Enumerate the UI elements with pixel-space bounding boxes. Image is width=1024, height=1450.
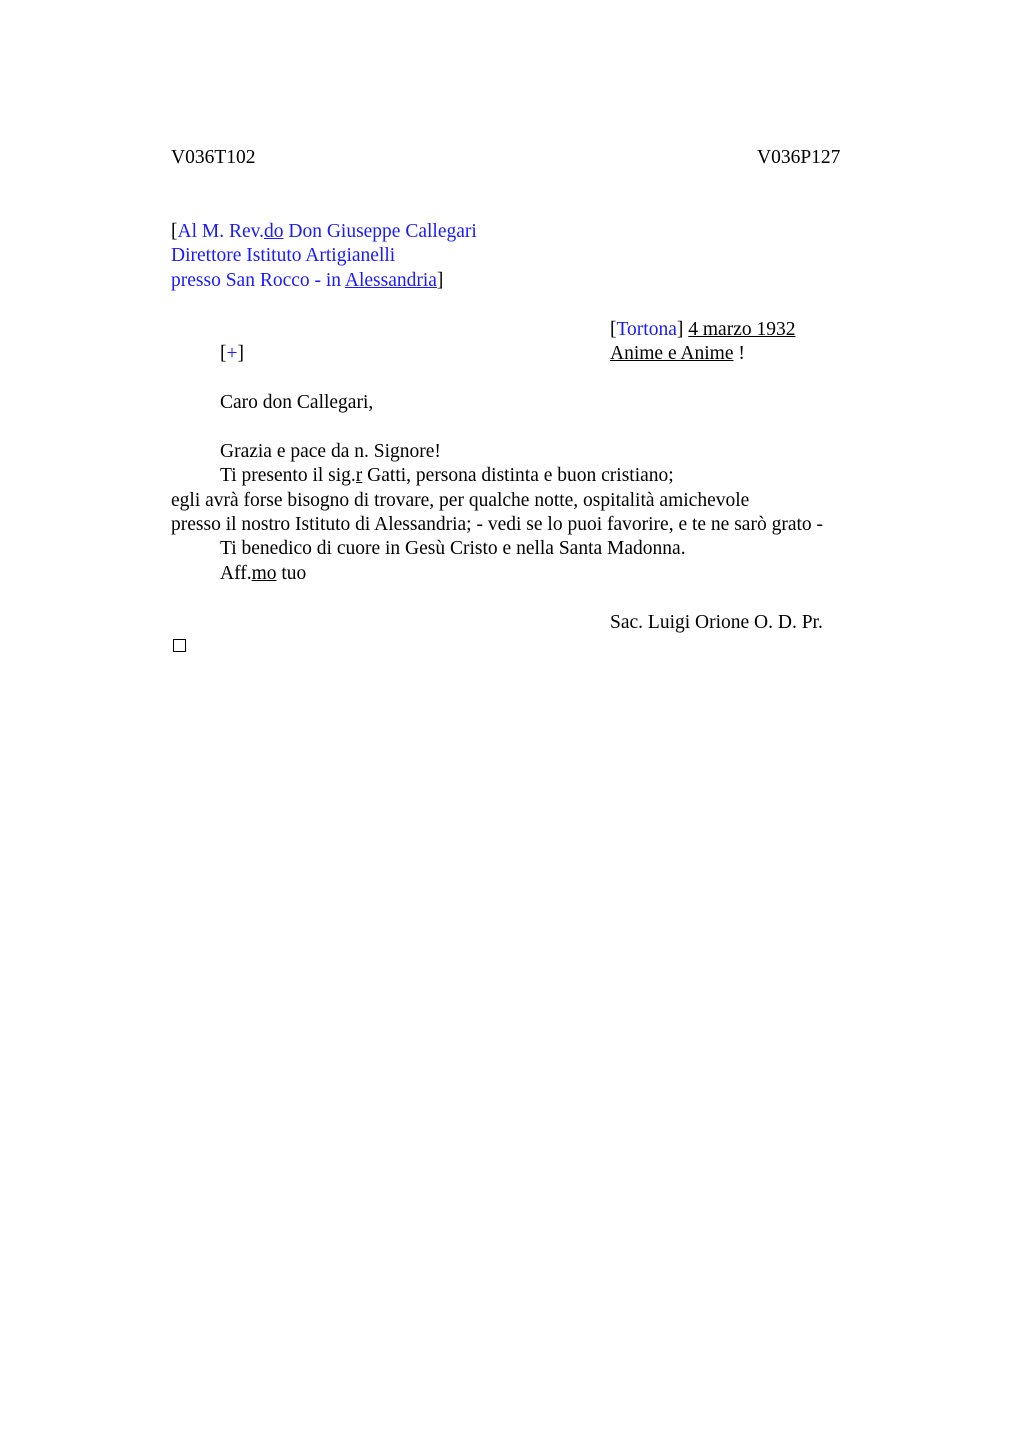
dateline-bracket-close: ] — [676, 319, 684, 340]
motto-line — [610, 342, 745, 366]
body-line-2: egli avrà forse bisogno di trovare, per qualche notte, ospitalità amichevole — [171, 490, 750, 511]
checkbox-square-icon — [173, 639, 186, 652]
closing-abbrev: mo — [251, 563, 277, 584]
address-line-1 — [171, 220, 477, 244]
cross-bracket-close: ] — [237, 343, 244, 364]
address-street: presso San Rocco - in — [171, 270, 345, 291]
address-line-3 — [171, 269, 443, 293]
cross-icon: + — [226, 343, 238, 364]
closing-end: tuo — [276, 563, 307, 584]
body-line-1-abbrev: r — [355, 465, 363, 486]
address-name: Don Giuseppe Callegari — [283, 221, 477, 242]
signature: Sac. Luigi Orione O. D. Pr. — [610, 612, 823, 633]
bracket-close: ] — [436, 270, 444, 291]
salutation: Caro don Callegari, — [220, 392, 374, 413]
address-city: Alessandria — [344, 270, 437, 291]
address-title: Al M. Rev. — [177, 221, 264, 242]
document-code-right: V036P127 — [757, 147, 841, 168]
document-code-left: V036T102 — [171, 147, 256, 168]
address-abbrev: do — [263, 221, 284, 242]
bracket-open: [ — [171, 221, 178, 242]
closing-start: Aff. — [220, 563, 252, 584]
address-line-2: Direttore Istituto Artigianelli — [171, 245, 396, 266]
dateline — [610, 318, 795, 342]
body-line-3: presso il nostro Istituto di Alessandria; - vedi se lo puoi favorire, e te ne sarò grato - — [171, 514, 824, 535]
body-line-1-start: Ti presento il sig. — [220, 465, 356, 486]
dateline-place: Tortona — [616, 319, 677, 340]
body-line-4: Ti benedico di cuore in Gesù Cristo e nella Santa Madonna. — [220, 538, 686, 559]
motto: Anime e Anime — [610, 343, 734, 364]
dateline-bracket-open: [ — [610, 319, 617, 340]
dateline-date: 4 marzo 1932 — [688, 319, 796, 340]
body-line-1 — [220, 464, 674, 488]
body-line-1-end: Gatti, persona distinta e buon cristiano; — [362, 465, 674, 486]
greeting: Grazia e pace da n. Signore! — [220, 441, 441, 462]
cross-bracket-open: [ — [220, 343, 227, 364]
cross-mark — [220, 342, 244, 366]
motto-end: ! — [733, 343, 745, 364]
closing — [220, 562, 306, 586]
